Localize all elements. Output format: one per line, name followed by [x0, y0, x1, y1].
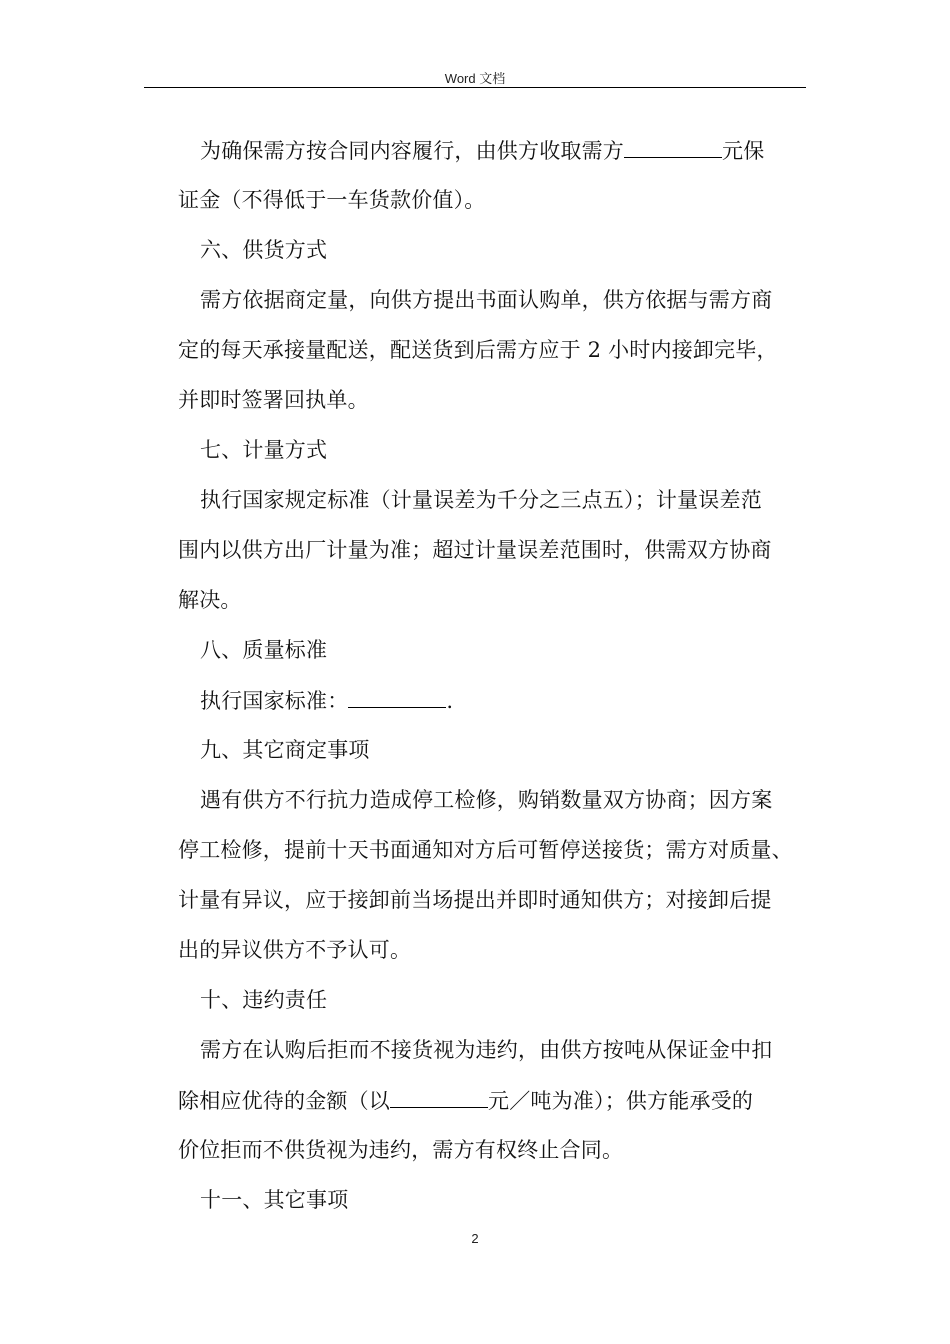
- paragraph-line: 围内以供方出厂计量为准；超过计量误差范围时，供需双方协商: [178, 538, 772, 562]
- fill-in-blank: [624, 137, 722, 158]
- paragraph-line: 需方依据商定量，向供方提出书面认购单，供方依据与需方商: [200, 288, 773, 312]
- paragraph-line: [200, 137, 840, 164]
- paragraph-line: 停工检修，提前十天书面通知对方后可暂停送接货；需方对质量、: [178, 838, 793, 862]
- paragraph-line: 并即时签署回执单。: [178, 388, 369, 412]
- fill-in-blank: [348, 687, 446, 708]
- section-heading: 七、计量方式: [200, 438, 328, 462]
- section-heading: 八、质量标准: [200, 638, 328, 662]
- paragraph-line: [200, 687, 840, 714]
- paragraph-line: 计量有异议，应于接卸前当场提出并即时通知供方；对接卸后提: [178, 888, 772, 912]
- text-span: 除相应优待的金额（以: [178, 1089, 390, 1113]
- paragraph-line: 执行国家规定标准（计量误差为千分之三点五）；计量误差范: [200, 488, 762, 512]
- section-heading: 十、违约责任: [200, 988, 328, 1012]
- section-heading: 十一、其它事项: [200, 1188, 349, 1212]
- text-span: 执行国家标准：: [200, 689, 349, 713]
- paragraph-line: 解决。: [178, 588, 242, 612]
- paragraph-line: [178, 1087, 818, 1114]
- paragraph-line: 需方在认购后拒而不接货视为违约，由供方按吨从保证金中扣: [200, 1038, 773, 1062]
- paragraph-line: 证金（不得低于一车货款价值）。: [178, 188, 486, 212]
- section-heading: 九、其它商定事项: [200, 738, 370, 762]
- page-header-title: Word 文档: [444, 71, 506, 86]
- section-heading: 六、供货方式: [200, 238, 328, 262]
- page-number: 2: [471, 1231, 479, 1246]
- text-span: 元保: [722, 139, 765, 163]
- text-span: 元／吨为准）；供方能承受的: [488, 1089, 754, 1113]
- text-span: 为确保需方按合同内容履行，由供方收取需方: [200, 139, 624, 163]
- fill-in-blank: [390, 1087, 488, 1108]
- text-span: .: [446, 689, 454, 713]
- paragraph-line: 出的异议供方不予认可。: [178, 938, 412, 962]
- paragraph-line: 价位拒而不供货视为违约，需方有权终止合同。: [178, 1138, 624, 1162]
- paragraph-line: 定的每天承接量配送，配送货到后需方应于 2 小时内接卸完毕，: [178, 338, 778, 362]
- paragraph-line: 遇有供方不行抗力造成停工检修，购销数量双方协商；因方案: [200, 788, 773, 812]
